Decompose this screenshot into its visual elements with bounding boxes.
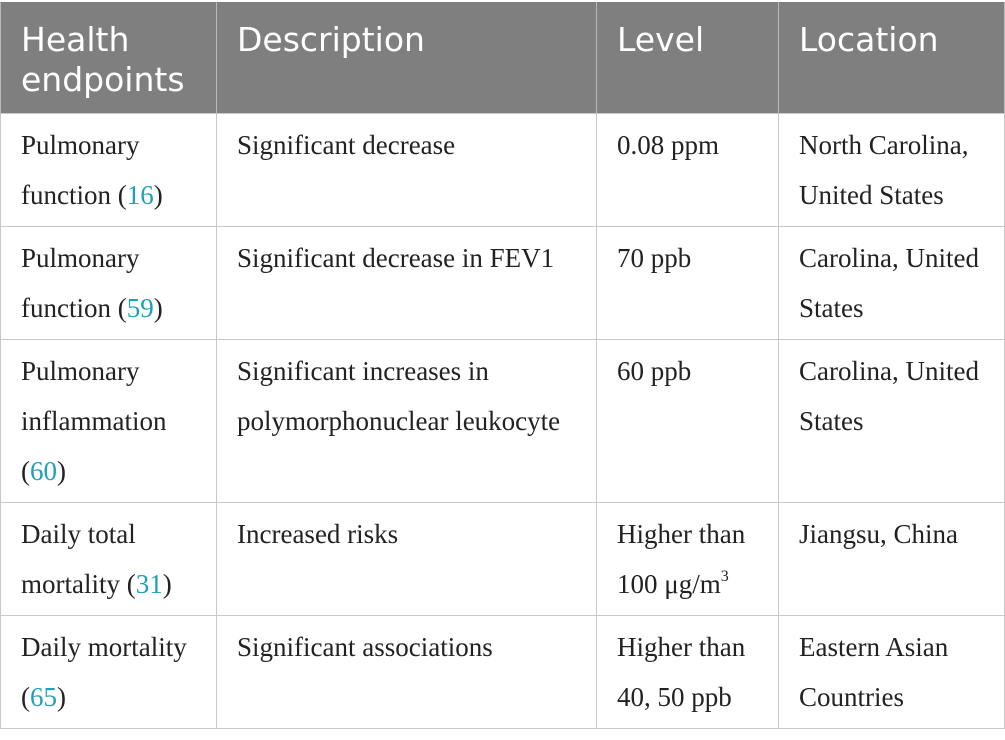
endpoint-close: )	[162, 568, 172, 599]
health-endpoints-table	[0, 2, 1005, 729]
endpoint-close: )	[153, 179, 163, 210]
level-cell	[597, 502, 779, 615]
level-cell	[597, 113, 779, 226]
level-superscript: 3	[720, 567, 729, 585]
location-cell: North Carolina, United States	[779, 113, 1005, 226]
reference-link[interactable]: 65	[30, 681, 57, 712]
table-row	[1, 226, 1005, 339]
reference-link[interactable]: 16	[126, 179, 154, 210]
endpoint-text: Daily mortality (	[21, 631, 187, 712]
endpoint-cell	[1, 502, 217, 615]
reference-link[interactable]: 59	[126, 292, 154, 323]
header-health-endpoints: Health endpoints	[1, 2, 217, 113]
level-text: 70 ppb	[617, 242, 692, 273]
table-row	[1, 339, 1005, 502]
endpoint-text: Daily total mortality (	[21, 518, 136, 599]
endpoint-cell	[1, 113, 217, 226]
endpoint-close: )	[57, 681, 66, 712]
level-cell	[597, 226, 779, 339]
endpoint-cell	[1, 339, 217, 502]
table-header	[1, 2, 1005, 113]
endpoint-text: Pulmonary inflammation (	[21, 355, 167, 486]
reference-link[interactable]: 31	[135, 568, 163, 599]
table-row	[1, 113, 1005, 226]
header-location: Location	[779, 2, 1005, 113]
endpoint-text: Pulmonary function (	[21, 242, 140, 323]
endpoint-text: Pulmonary function (	[21, 129, 140, 210]
description-cell: Significant increases in polymorphonuclear leukocyte	[217, 339, 597, 502]
description-cell: Increased risks	[217, 502, 597, 615]
endpoint-cell	[1, 615, 217, 728]
location-cell: Jiangsu, China	[779, 502, 1005, 615]
reference-link[interactable]: 60	[30, 455, 57, 486]
endpoint-cell	[1, 226, 217, 339]
location-cell: Carolina, United States	[779, 339, 1005, 502]
level-cell	[597, 615, 779, 728]
table-row	[1, 615, 1005, 728]
table-row	[1, 502, 1005, 615]
location-cell: Carolina, United States	[779, 226, 1005, 339]
header-description: Description	[217, 2, 597, 113]
description-cell: Significant associations	[217, 615, 597, 728]
location-cell: Eastern Asian Countries	[779, 615, 1005, 728]
level-text: Higher than 100 μg/m	[617, 518, 746, 599]
endpoint-close: )	[57, 455, 66, 486]
level-text: Higher than 40, 50 ppb	[617, 631, 746, 712]
level-text: 0.08 ppm	[617, 129, 720, 160]
header-level: Level	[597, 2, 779, 113]
table-body	[1, 113, 1005, 728]
level-text: 60 ppb	[617, 355, 692, 386]
description-cell: Significant decrease	[217, 113, 597, 226]
header-row	[1, 2, 1005, 113]
level-cell	[597, 339, 779, 502]
endpoint-close: )	[153, 292, 163, 323]
description-cell: Significant decrease in FEV1	[217, 226, 597, 339]
